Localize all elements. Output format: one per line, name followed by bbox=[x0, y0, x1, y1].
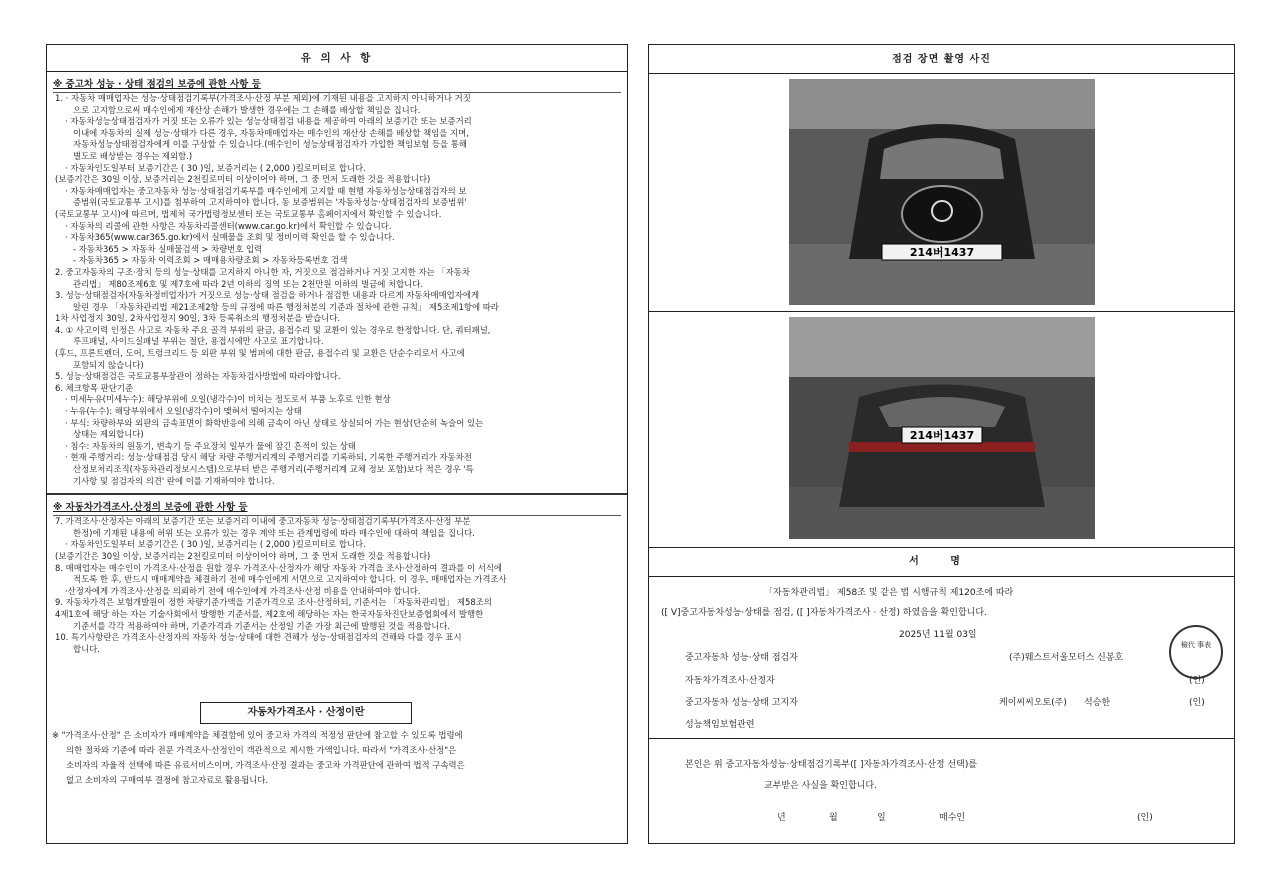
definition-body bbox=[52, 728, 632, 788]
definition-title: 자동차가격조사 · 산정이란 bbox=[200, 702, 412, 724]
notice-line: 별도로 배상받는 경우는 제외함.) bbox=[73, 150, 193, 161]
section2-body bbox=[47, 516, 627, 655]
row-label: 자동차가격조사·산정자 bbox=[685, 676, 775, 686]
notice-panel bbox=[46, 44, 628, 844]
notice-line: · 자동차인도일부터 보증기간은 ( 30 )일, 보증거리는 ( 2,000 )킬로미터로 합니다. bbox=[65, 162, 366, 173]
section1-title: ※ 중고차 성능 · 상태 점검의 보증에 관한 사항 등 bbox=[53, 76, 621, 93]
notice-line: ·산정자에게 가격조사·산정을 의뢰하기 전에 매수인에게 가격조사·산정 비용을 안내하여야 합니다. bbox=[65, 585, 421, 596]
definition-line: 의한 절차와 기준에 따라 전문 가격조사·산정인이 객관적으로 제시한 가액입니다. 따라서 "가격조사·산정"은 bbox=[66, 745, 457, 755]
notice-line: 상태는 제외합니다) bbox=[73, 429, 144, 440]
definition-line: 소비자의 자율적 선택에 따른 유료서비스이며, 가격조사·산정 결과는 중고차 가격판단에 관하여 법적 구속력은 bbox=[66, 760, 465, 770]
receipt-line-1: 본인은 위 중고자동차성능·상태점검기록부([ ]자동차가격조사·산정 선택)를 bbox=[685, 760, 978, 770]
notice-line: 기사항 및 점검자의 의견' 란에 이를 기재하여야 합니다. bbox=[73, 475, 275, 486]
notice-line: 10. 특기사항란은 가격조사·산정자의 자동차 성능·상태에 대한 견해가 성능·상태점검자의 견해와 다를 경우 표시 bbox=[55, 632, 462, 643]
notice-line: 알린 경우 「자동차관리법 제21조제2항 등의 규정에 따른 행정처분의 기준과 절차에 관한 규칙」 제5조제1항에 따라 bbox=[73, 301, 499, 312]
notice-line: (보증기간은 30일 이상, 보증거리는 2천킬로미터 이상이어야 하며, 그 중 먼저 도래한 것을 적용합니다) bbox=[55, 550, 431, 561]
notice-line: 관리법」 제80조제6호 및 제7호에 따라 2년 이하의 징역 또는 2천만원 이하의 벌금에 처합니다. bbox=[73, 278, 424, 289]
sign-line-2: ([ V]중고자동차성능·상태를 점검, ([ ]자동차가격조사 · 산정) 하였음을 확인합니다. bbox=[661, 608, 987, 618]
notice-line: · 자동차인도일부터 보증기간은 ( 30 )일, 보증거리는 ( 2,000 )킬로미터로 합니다. bbox=[65, 539, 366, 550]
front-plate-text: 214버1437 bbox=[909, 246, 975, 259]
notice-line: · 부식: 차량하부와 외판의 금속표면이 화학반응에 의해 금속이 아닌 상태로 상실되어 가는 현상(단순히 녹슬어 있는 bbox=[65, 417, 484, 428]
notice-line: 1. · 자동차 매매업자는 성능·상태점검기록부(가격조사·산정 부분 제외)에 기재된 내용을 고지하지 아니하거나 거짓 bbox=[55, 93, 471, 103]
receipt-month: 월 bbox=[829, 813, 838, 823]
rear-plate-text: 214버1437 bbox=[909, 429, 975, 442]
notice-line: 4. ① 사고이력 인정은 사고로 자동차 주요 골격 부위의 판금, 용접수리 및 교환이 있는 경우로 한정합니다. 단, 쿼터패널, bbox=[55, 324, 491, 335]
row-label: 중고자동차 성능·상태 점검자 bbox=[685, 653, 798, 663]
notice-line: 산정보처리조직(자동차관리정보시스템)으로부터 받은 주행거리(주행거리계 교체 정보 포함)보다 적은 경우 '특 bbox=[73, 464, 474, 474]
sign-date: 2025년 11월 03일 bbox=[899, 630, 977, 640]
rear-car-photo bbox=[789, 317, 1095, 539]
notice-line: 합니다. bbox=[73, 643, 100, 654]
row-seal: (인) bbox=[1189, 698, 1205, 708]
section1-body bbox=[47, 93, 627, 487]
receipt-day: 일 bbox=[877, 813, 886, 823]
notice-line: 이내에 자동차의 실제 성능·상태가 다른 경우, 자동차매매업자는 매수인의 재산상 손해를 배상할 책임을 지며, bbox=[73, 127, 469, 138]
notice-line: - 자동차365 > 자동차 이력조회 > 매매용차량조회 > 자동차등록번호 검색 bbox=[73, 255, 348, 266]
notice-line: 5. 성능·상태점검은 국토교통부장관이 정하는 자동차검사방법에 따라야합니다. bbox=[55, 371, 341, 382]
notice-line: 루프패널, 사이드실패널 부위는 절단, 용접시에만 사고로 표기합니다. bbox=[73, 336, 324, 347]
row-value: 케이씨씨오토(주) 석승한 bbox=[999, 698, 1111, 708]
row-value: (주)웨스트서울모터스 신봉호 bbox=[1009, 653, 1124, 663]
notice-line: · 자동차성능상태점검자가 거짓 또는 오류가 있는 성능상태점검 내용을 제공하여 아래의 보증기간 또는 보증거리 bbox=[65, 116, 472, 127]
row-label: 성능책임보험관련 bbox=[685, 720, 755, 730]
notice-line: 8. 매매업자는 매수인이 가격조사·산정을 원할 경우 가격조사·산정자가 해당 자동차 가격을 조사·산정하여 결과를 이 서식에 bbox=[55, 562, 503, 573]
notice-line: - 자동차365 > 자동차 실매물검색 > 차량번호 입력 bbox=[73, 243, 263, 254]
notice-line: 2. 중고자동차의 구조·장치 등의 성능·상태를 고지하지 아니한 자, 거짓으로 점검하거나 거짓 고지한 자는 「자동차 bbox=[55, 266, 470, 277]
signature-title: 서 명 bbox=[649, 547, 1234, 577]
notice-line: · 누유(누수): 해당부위에서 오일(냉각수)이 맺혀서 떨어지는 상태 bbox=[65, 406, 302, 417]
notice-line: 포함되지 않습니다) bbox=[73, 359, 144, 370]
row-label: 중고자동차 성능·상태 고지자 bbox=[685, 698, 798, 708]
notice-line: 기준서를 각각 적용하여야 하며, 기준가격과 기준서는 산정일 기준 가장 최근에 발행된 것을 적용합니다. bbox=[73, 620, 451, 631]
row-seal: (인) bbox=[1189, 676, 1205, 686]
definition-line: ※ "가격조사·산정" 은 소비자가 매매계약을 체결함에 있어 중고차 가격의 적정성 판단에 참고할 수 있도록 법령에 bbox=[52, 730, 463, 740]
section2-title: ※ 자동차가격조사.산정의 보증에 관한 사항 등 bbox=[53, 499, 621, 516]
notice-line: (국토교통부 고시)에 따르며, 법제처 국가법령정보센터 또는 국토교통부 홈페이지에서 확인할 수 있습니다. bbox=[55, 208, 442, 219]
receipt-seal: (인) bbox=[1137, 813, 1153, 823]
notice-line: · 현재 주행거리: 성능·상태점검 당시 해당 차량 주행거리계의 주행거리를 기록하되, 기록한 주행거리가 자동차전 bbox=[65, 452, 472, 463]
sign-line-1: 「자동차관리법」 제58조 및 같은 법 시행규칙 제120조에 따라 bbox=[764, 588, 1014, 598]
notice-title: 유 의 사 항 bbox=[47, 45, 627, 72]
receipt-buyer: 매수인 bbox=[939, 813, 966, 823]
front-car-photo bbox=[789, 79, 1095, 305]
notice-line: 9. 자동차가격은 보험개발원이 정한 차량기준가액을 기준가격으로 조사·산정하되, 기준서는 「자동차관리법」 제58조의 bbox=[55, 597, 492, 608]
notice-line: 7. 가격조사·산정자는 아래의 보증기간 또는 보증거리 이내에 중고자동차 성능·상태점검기록부(가격조사·산정 부분 bbox=[55, 516, 471, 527]
company-seal: 檢代 事表 bbox=[1169, 625, 1223, 679]
notice-line: 자동차성능상태점검자에게 이를 구상할 수 있습니다.(매수인이 성능상태점검자가 가입한 책임보험 등을 통해 bbox=[73, 139, 467, 150]
receipt-year: 년 bbox=[777, 813, 786, 823]
notice-line: 증범위(국토교통부 고시)를 첨부하여 고지하여야 합니다. 동 보증범위는 '자동차성능·상태점검자의 보증범위' bbox=[73, 197, 467, 208]
notice-line: (보증기간은 30일 이상, 보증거리는 2천킬로미터 이상이어야 하며, 그 중 먼저 도래한 것을 적용합니다) bbox=[55, 174, 431, 185]
notice-line: · 자동차매매업자는 중고자동차 성능·상태점검기록부를 매수인에게 고지할 때 현행 자동차성능상태점검자의 보 bbox=[65, 185, 467, 196]
definition-line: 없고 소비자의 구매여부 결정에 참고자료로 활용됩니다. bbox=[66, 775, 269, 785]
notice-line: 한정)에 기재된 내용에 허위 또는 오류가 있는 경우 계약 또는 관계법령에 따라 매수인에 대하여 책임을 집니다. bbox=[73, 527, 475, 538]
photo-sign-panel bbox=[648, 44, 1235, 844]
notice-line: · 침수: 자동차의 원동기, 변속기 등 주요장치 일부가 물에 잠긴 흔적이 있는 상태 bbox=[65, 440, 356, 451]
notice-line: 4제1호에 해당 하는 자는 기술사회에서 발행한 기준서를, 제2호에 해당하는 자는 한국자동차진단보증협회에서 발행한 bbox=[55, 608, 484, 619]
notice-line: 1차 사업정지 30일, 2차사업정지 90일, 3차 등록취소의 행정처분을 받습니다. bbox=[55, 313, 341, 324]
notice-line: · 미세누유(미세누수): 해당부위에 오일(냉각수)이 비치는 정도로서 부품 노후로 인한 현상 bbox=[65, 394, 391, 405]
notice-line: 6. 체크항목 판단기준 bbox=[55, 382, 134, 393]
notice-line: 적도록 한 후, 반드시 매매계약을 체결하기 전에 매수인에게 서면으로 고지하여야 합니다. 이 경우, 매매업자는 가격조사 bbox=[73, 574, 507, 585]
notice-line: · 자동차365(www.car365.go.kr)에서 실매물을 조회 및 정비이력 확인을 할 수 있습니다. bbox=[65, 232, 395, 243]
notice-line: (후드, 프론트펜더, 도어, 트렁크리드 등 외판 부위 및 범퍼에 대한 판금, 용접수리 및 교환은 단순수리로서 사고에 bbox=[55, 348, 465, 359]
notice-line: 3. 성능·상태점검자(자동차정비업자)가 거짓으로 성능·상태 점검을 하거나 점검한 내용과 다르게 자동차매매업자에게 bbox=[55, 290, 480, 301]
notice-line: 으로 고지함으로써 매수인에게 재산상 손해가 발생한 경우에는 그 손해를 배상할 책임을 집니다. bbox=[73, 104, 421, 115]
receipt-line-2: 교부받은 사실을 확인합니다. bbox=[764, 781, 877, 791]
photo-title: 점검 장면 촬영 사진 bbox=[649, 45, 1234, 74]
notice-line: · 자동차의 리콜에 관한 사항은 자동차리콜센터(www.car.go.kr)에서 확인할 수 있습니다. bbox=[65, 220, 392, 231]
